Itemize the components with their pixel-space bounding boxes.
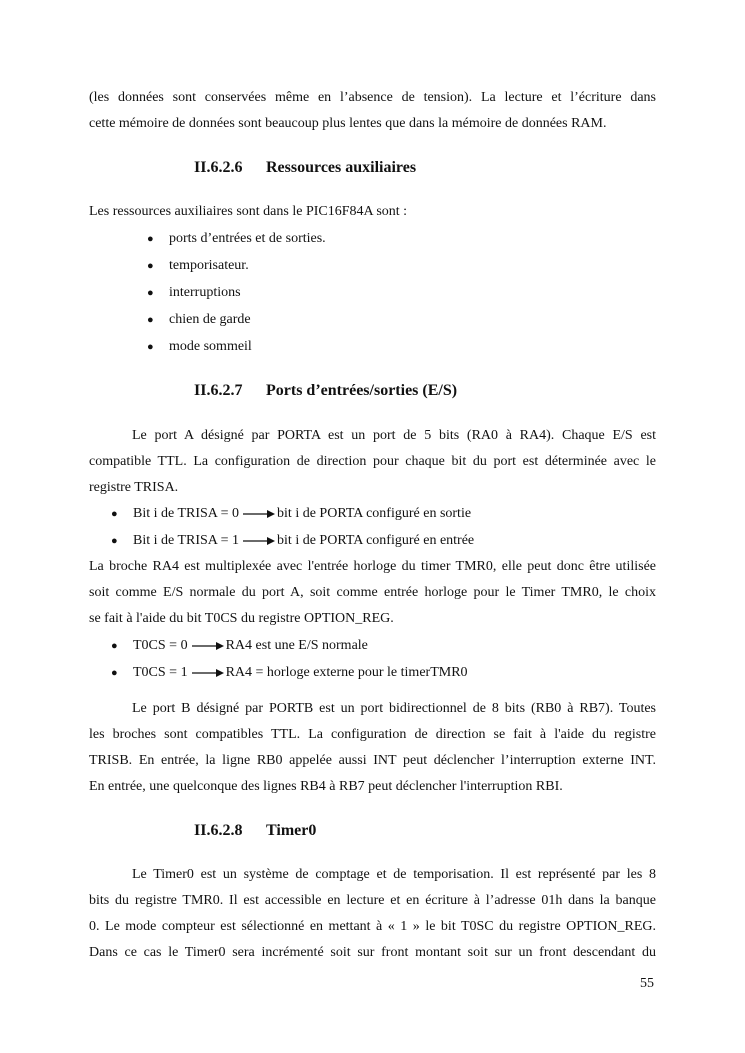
heading-title: Timer0	[266, 822, 317, 839]
portb-line-2: les broches sont compatibles TTL. La configuration de direction se fait à l'aide du registre	[89, 727, 656, 742]
timer0-line-4: Dans ce cas le Timer0 sera incrémenté soit sur front montant soit sur un front descendant du	[89, 945, 656, 960]
portb-line-1: Le port B désigné par PORTB est un port bidirectionnel de 8 bits (RB0 à RB7). Toutes	[132, 701, 656, 716]
portb-line-4: En entrée, une quelconque des lignes RB4 à RB7 peut déclencher l'interruption RBI.	[89, 779, 563, 794]
t0cs-row-1: T0CS = 1 RA4 = horloge externe pour le timerTMR0	[133, 665, 468, 680]
intro-line-2: cette mémoire de données sont beaucoup plus lentes que dans la mémoire de données RAM.	[89, 116, 607, 131]
right-arrow-icon	[192, 641, 224, 651]
bullet-icon: ●	[111, 640, 118, 652]
bullet-icon: ●	[111, 508, 118, 520]
heading-number: II.6.2.7	[194, 382, 243, 399]
t0cs-row-0: T0CS = 0 RA4 est une E/S normale	[133, 638, 368, 653]
right-arrow-icon	[192, 668, 224, 678]
timer0-line-3: 0. Le mode compteur est sélectionné en mettant à « 1 » le bit T0SC du registre OPTION_REG.	[89, 919, 656, 934]
bullet-icon: ●	[147, 314, 154, 326]
heading-number: II.6.2.6	[194, 159, 243, 176]
trisa-row-0: Bit i de TRISA = 0 bit i de PORTA configuré en sortie	[133, 506, 472, 521]
porta-line-3: registre TRISA.	[89, 480, 179, 495]
bullet-icon: ●	[111, 535, 118, 547]
intro-line-1: (les données sont conservées même en l’absence de tension). La lecture et l’écriture dans	[89, 90, 656, 105]
bullet-icon: ●	[147, 260, 154, 272]
document-page: (les données sont conservées même en l’absence de tension). La lecture et l’écriture dans cette mémoire de données sont beaucoup plus lentes que dans la mémoire de données RAM. II.6.2.6 Ressources auxiliaires Les ressources auxiliaires sont dans le PIC16F84A sont : ● ports d’entrées et de sorties. ● temporisateur. ● interruptions ● chien de garde ● mode sommeil II.6.2.7 Ports d’entrées/sorties (E/S) Le port A désigné par PORTA est un port de 5 bits (RA0 à RA4). Chaque E/S est compatible TTL. La configuration de direction pour chaque bit du port est déterminée avec le registre TRISA. ● Bit i de TRISA = 0 bit i de PORTA configuré en sortie ● Bit i de TRISA = 1 bit i de PORTA configuré en entrée La broche RA4 est multiplexée avec l'entrée horloge du timer TMR0, elle peut donc être utilisée soit comme E/S normale du port A, soit comme entrée horloge pour le Timer TMR0, le choix se fait à l'aide du bit T0CS du registre OPTION_REG. ● T0CS = 0 RA4 est une E/S normale ● T0CS = 1 RA4 = horloge externe pour le timerTMR0 Le port B désigné par PORTB est un port bidirectionnel de 8 bits (RB0 à RB7). Toutes les broches sont compatibles TTL. La configuration de direction se fait à l'aide du registre TRISB. En entrée, la ligne RB0 appelée aussi INT peut déclencher l’interruption externe INT. En entrée, une quelconque des lignes RB4 à RB7 peut déclencher l'interruption RBI. II.6.2.8 Timer0 Le Timer0 est un système de comptage et de temporisation. Il est représenté par les 8 bits du registre TMR0. Il est accessible en lecture et en écriture à l’adresse 01h dans la banque 0. Le mode compteur est sélectionné en mettant à « 1 » le bit T0SC du registre OPTION_REG. Dans ce cas le Timer0 sera incrémenté soit sur front montant soit sur un front descendant du 55	[89, 90, 656, 991]
bullet-icon: ●	[147, 233, 154, 245]
portb-line-3: TRISB. En entrée, la ligne RB0 appelée aussi INT peut déclencher l’interruption externe INT.	[89, 753, 656, 768]
ra4-line-3: se fait à l'aide du bit T0CS du registre OPTION_REG.	[89, 611, 394, 626]
heading-title: Ressources auxiliaires	[266, 159, 417, 176]
page-number: 55	[640, 976, 654, 991]
ra4-line-1: La broche RA4 est multiplexée avec l'entrée horloge du timer TMR0, elle peut donc être utilisée	[89, 559, 656, 574]
trisa-row-1: Bit i de TRISA = 1 bit i de PORTA configuré en entrée	[133, 533, 475, 548]
right-arrow-icon	[243, 509, 275, 519]
right-arrow-icon	[243, 536, 275, 546]
heading-ressources-auxiliaires	[194, 158, 416, 178]
heading-title: Ports d’entrées/sorties (E/S)	[266, 382, 458, 399]
bullet-icon: ●	[147, 341, 154, 353]
porta-line-1: Le port A désigné par PORTA est un port de 5 bits (RA0 à RA4). Chaque E/S est	[132, 428, 656, 443]
porta-line-2: compatible TTL. La configuration de direction pour chaque bit du port est déterminée avec le	[89, 454, 656, 469]
ressources-intro: Les ressources auxiliaires sont dans le PIC16F84A sont :	[89, 204, 408, 219]
bullet-icon: ●	[147, 287, 154, 299]
timer0-line-2: bits du registre TMR0. Il est accessible en lecture et en écriture à l’adresse 01h dans la banque	[89, 893, 656, 908]
heading-number: II.6.2.8	[194, 822, 243, 839]
ra4-line-2: soit comme E/S normale du port A, soit comme entrée horloge pour le Timer TMR0, le choix	[89, 585, 656, 600]
timer0-line-1: Le Timer0 est un système de comptage et de temporisation. Il est représenté par les 8	[132, 867, 656, 882]
heading-timer0	[194, 821, 316, 841]
heading-ports-es	[194, 381, 457, 401]
bullet-icon: ●	[111, 667, 118, 679]
